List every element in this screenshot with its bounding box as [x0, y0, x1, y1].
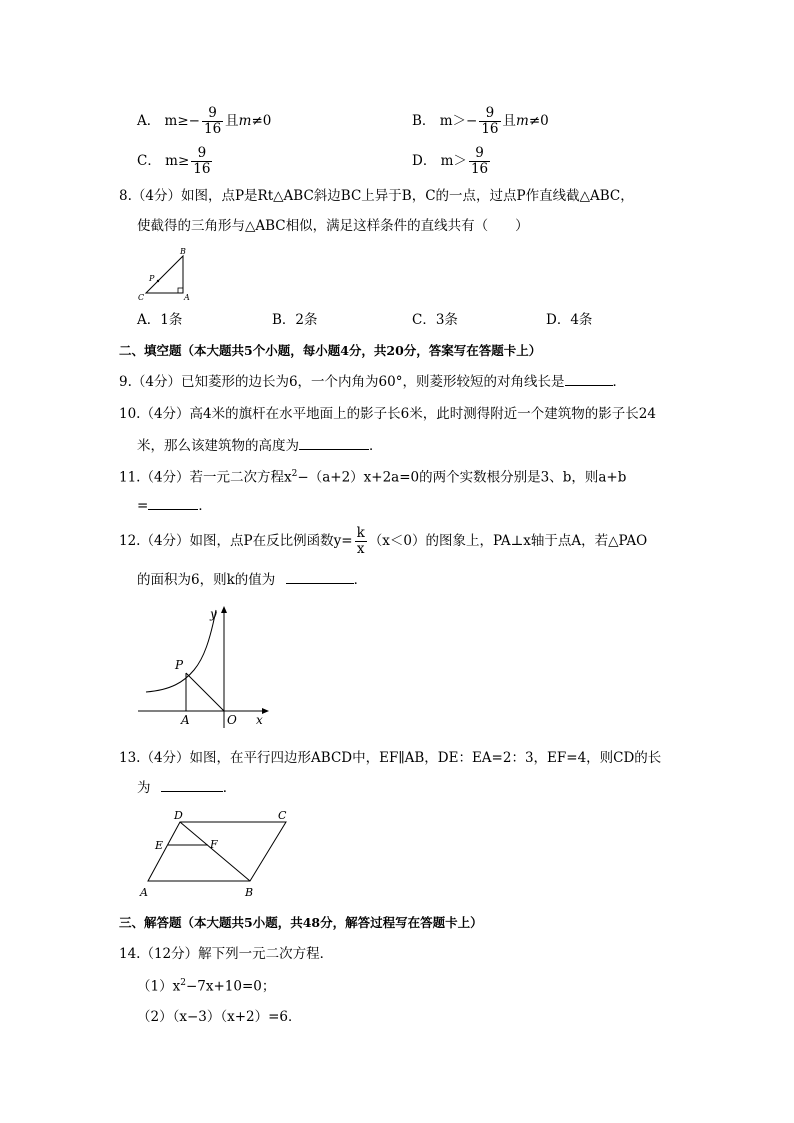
x-axis-arrow	[262, 708, 269, 714]
q8-option-a: A．1条	[137, 312, 183, 328]
q12-graph-figure	[136, 600, 276, 730]
q7-d-fraction: $\frac{9}{16}$	[470, 145, 489, 177]
label-f: F	[210, 838, 218, 851]
label-o: O	[227, 713, 237, 727]
label-b: B	[180, 247, 186, 256]
section-2-heading: 二、填空题（本大题共5个小题，每小题4分，共20分，答案写在答题卡上）	[119, 343, 542, 358]
q8-line1: 8.（4分）如图，点P是Rt△ABC斜边BC上异于B，C的一点，过点P作直线截△ABC，	[119, 188, 634, 204]
diagonal-db	[180, 822, 250, 881]
label-a: A	[184, 293, 190, 302]
label-a: A	[181, 713, 190, 727]
label-x: x	[256, 713, 263, 727]
q11-line1: 11.（4分）若一元二次方程$x^2-(a+2)x+2a=0$的两个实数根分别是3、b，则a+b	[119, 469, 627, 486]
label-a: A	[140, 886, 148, 899]
segment-po	[186, 673, 224, 711]
label-y: y	[210, 607, 217, 621]
q13-parallelogram-figure	[138, 808, 298, 900]
q10-line2: 米，那么该建筑物的高度为 ．	[137, 438, 383, 454]
q13-answer-blank	[161, 791, 223, 792]
q9: 9.（4分）已知菱形的边长为6，一个内角为60°，则菱形较短的对角线长是 ．	[119, 374, 626, 390]
q11-line2: = ．	[137, 498, 212, 514]
q7-option-c: C． m≥ $\frac{9}{16}$	[137, 145, 211, 177]
y-axis-arrow	[221, 606, 227, 613]
q8-option-c: C．3条	[412, 312, 458, 328]
q12-fraction: $\frac{k}{x}$	[356, 525, 365, 557]
q13-line2: 为 ．	[137, 780, 237, 796]
q13-line1: 13.（4分）如图，在平行四边形ABCD中，EF∥AB，DE：EA=2：3，EF=4，则CD的长	[119, 750, 662, 766]
q8-line2: 使截得的三角形与△ABC相似，满足这样条件的直线共有（ ）	[137, 218, 529, 234]
q9-answer-blank	[565, 385, 613, 386]
q8-option-b: B．2条	[272, 312, 318, 328]
q14-part1: $(1)x^2-7x+10=0$；	[137, 978, 276, 995]
label-p: P	[149, 274, 155, 283]
parallelogram-abcd	[148, 822, 286, 881]
q7-c-fraction: $\frac{9}{16}$	[193, 145, 211, 177]
section-3-heading: 三、解答题（本大题共5小题，共48分，解答过程写在答题卡上）	[119, 915, 483, 930]
label-e: E	[155, 839, 164, 852]
right-angle-mark	[178, 288, 183, 293]
q7-a-fraction: $\frac{9}{16}$	[203, 105, 222, 137]
q7-option-d: D． m＞ $\frac{9}{16}$	[412, 145, 489, 177]
q7-option-b: B． m＞− $\frac{9}{16}$ 且m≠0	[412, 105, 549, 137]
hyperbola-curve	[146, 610, 216, 692]
q10-line1: 10.（4分）高4米的旗杆在水平地面上的影子长6米，此时测得附近一个建筑物的影子长24	[119, 406, 656, 422]
point-p-dot	[157, 280, 159, 282]
q12-line1: 12.（4分）如图，点P在反比例函数y= $\frac{k}{x}$ （x＜0）的图象上，PA⊥x轴于点A，若△PAO	[119, 525, 648, 557]
label-d: D	[174, 809, 183, 822]
q12-answer-blank	[286, 583, 354, 584]
q14-title: 14.（12分）解下列一元二次方程．	[119, 946, 334, 962]
label-b: B	[245, 886, 254, 899]
label-c: C	[138, 293, 145, 302]
q8-option-d: D．4条	[546, 312, 593, 328]
q12-line2: 的面积为6，则k的值为 ．	[137, 572, 368, 588]
q11-answer-blank	[148, 509, 198, 510]
label-p: P	[175, 658, 184, 672]
q14-part2: （2）（x−3）（x+2）=6．	[137, 1009, 302, 1025]
q10-answer-blank	[299, 449, 369, 450]
q7-b-fraction: $\frac{9}{16}$	[481, 105, 499, 137]
q8-triangle-figure	[136, 244, 196, 304]
label-c: C	[278, 809, 287, 822]
q7-option-a: A． m≥− $\frac{9}{16}$ 且m≠0	[137, 105, 272, 137]
